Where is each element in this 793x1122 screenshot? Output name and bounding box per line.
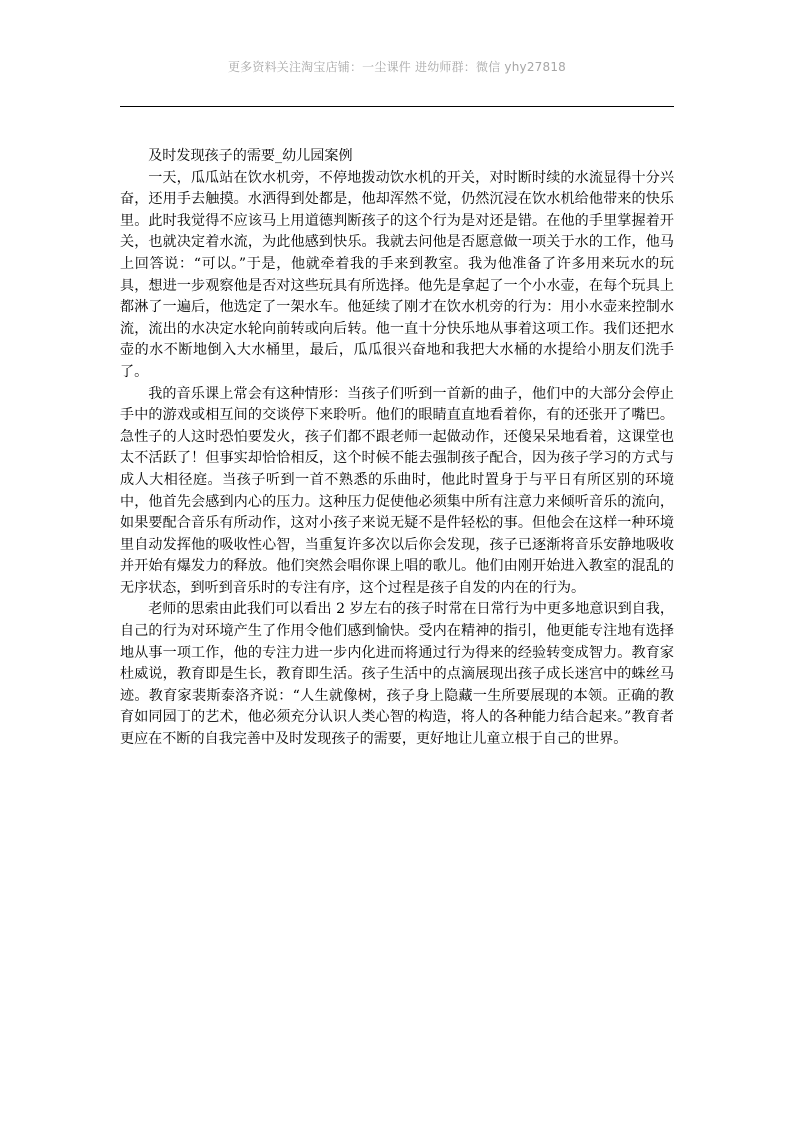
article-paragraph-2: 我的音乐课上常会有这种情形：当孩子们听到一首新的曲子，他们中的大部分会停止手中的游戏或相互间的交谈停下来聆听。他们的眼睛直直地看着你，有的还张开了嘴巴。急性子的人这时恐怕要发火，孩子们都不跟老师一起做动作，还傻呆呆地看着，这课堂也太不活跃了！但事实却恰恰相反，这个时候不能去强制孩子配合，因为孩子学习的方式与成人大相径庭。当孩子听到一首不熟悉的乐曲时，他此时置身于与平日有所区别的环境中，他首先会感到内心的压力。这种压力促使他必须集中所有注意力来倾听音乐的流向，如果要配合音乐有所动作，这对小孩子来说无疑不是件轻松的事。但他会在这样一种环境里自动发挥他的吸收性心智，当重复许多次以后你会发现，孩子已逐渐将音乐安静地吸收并开始有爆发力的释放。他们突然会唱你课上唱的歌儿。他们由刚开始进入教室的混乱的无序状态，到听到音乐时的专注有序，这个过程是孩子自发的内在的行为。 [120,385,674,596]
article-body [120,146,674,751]
header-watermark-note: 更多资料关注淘宝店铺：一尘课件 进幼师群：微信 yhy27818 [227,60,566,74]
article-title: 及时发现孩子的需要_幼儿园案例 [148,148,353,164]
article-paragraph-1: 一天，瓜瓜站在饮水机旁，不停地拨动饮水机的开关，对时断时续的水流显得十分兴奋，还用手去触摸。水洒得到处都是，他却浑然不觉，仍然沉浸在饮水机给他带来的快乐里。此时我觉得不应该马上用道德判断孩子的这个行为是对还是错。在他的手里掌握着开关，也就决定着水流，为此他感到快乐。我就去问他是否愿意做一项关于水的工作，他马上回答说：“可以。”于是，他就牵着我的手来到教室。我为他准备了许多用来玩水的玩具，想进一步观察他是否对这些玩具有所选择。他先是拿起了一个小水壶，在每个玩具上都淋了一遍后，他选定了一架水车。他延续了刚才在饮水机旁的行为：用小水壶来控制水流，流出的水决定水轮向前转或向后转。他一直十分快乐地从事着这项工作。我们还把水壶的水不断地倒入大水桶里，最后，瓜瓜很兴奋地和我把大水桶的水提给小朋友们洗手了。 [120,169,674,380]
article-paragraph-3: 老师的思索由此我们可以看出 2 岁左右的孩子时常在日常行为中更多地意识到自我，自己的行为对环境产生了作用令他们感到愉快。受内在精神的指引，他更能专注地有选择地从事一项工作，他的专注力进一步内化进而将通过行为得来的经验转变成智力。教育家杜威说，教育即是生长，教育即生活。孩子生活中的点滴展现出孩子成长迷宫中的蛛丝马迹。教育家裴斯泰洛齐说：“人生就像树，孩子身上隐藏一生所要展现的本领。正确的教育如同园丁的艺术，他必须充分认识人类心智的构造，将人的各种能力结合起来。”教育者更应在不断的自我完善中及时发现孩子的需要，更好地让儿童立根于自己的世界。 [120,601,674,748]
header-divider [120,106,674,107]
